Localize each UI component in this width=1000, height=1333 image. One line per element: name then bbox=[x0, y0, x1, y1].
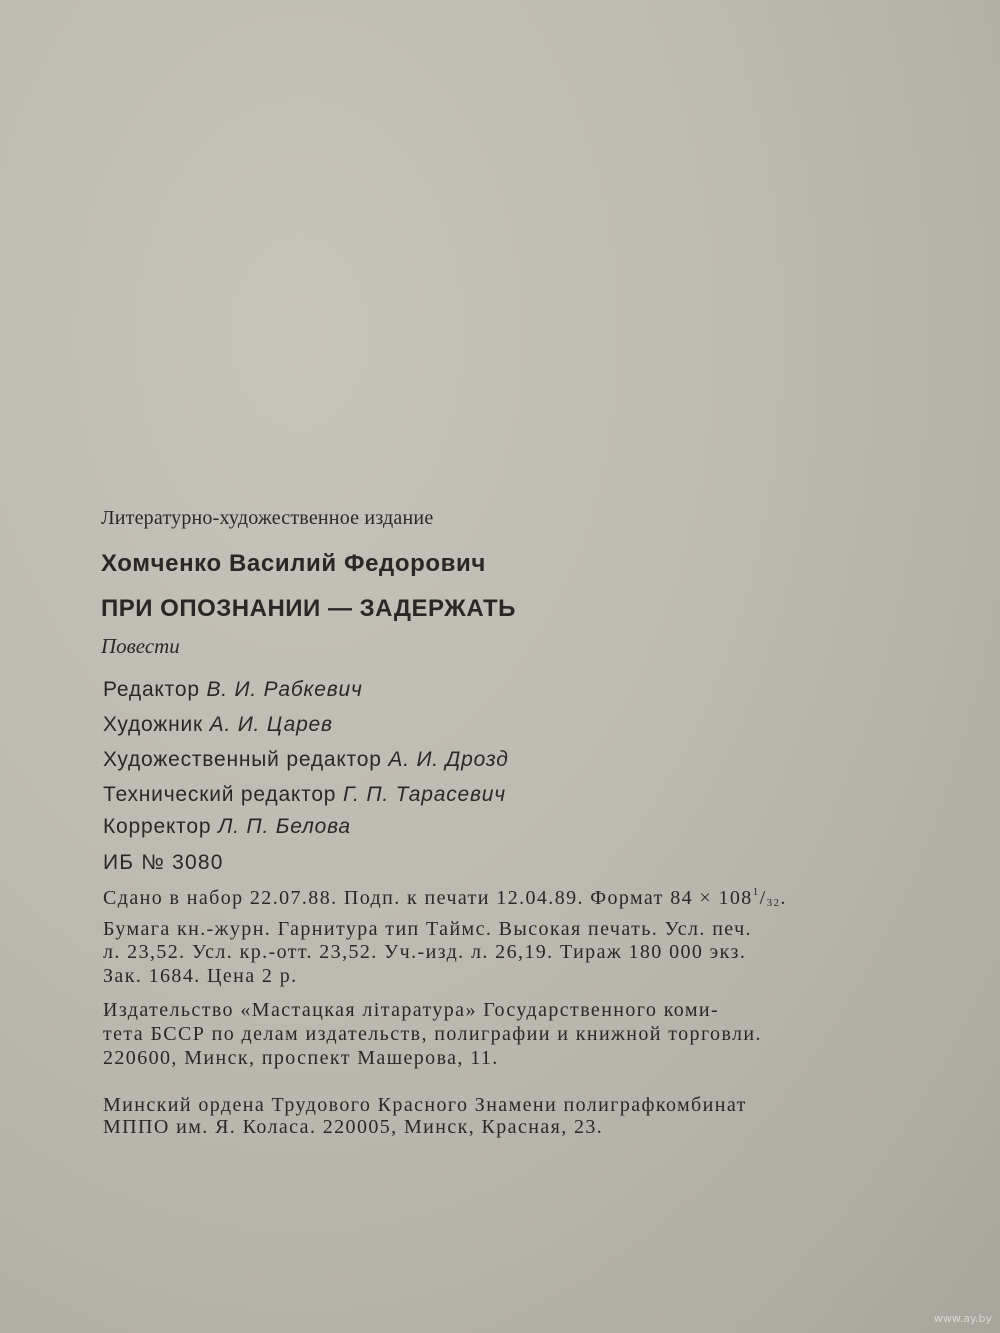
printer-line: Минский ордена Трудового Красного Знамени полиграфкомбинат bbox=[103, 1094, 747, 1116]
credit-proofreader bbox=[103, 816, 351, 837]
credit-role: Редактор bbox=[103, 678, 200, 701]
publisher-line: 220600, Минск, проспект Машерова, 11. bbox=[103, 1047, 499, 1069]
credit-name: А. И. Царев bbox=[209, 713, 333, 736]
printer-line: МППО им. Я. Коласа. 220005, Минск, Красная, 23. bbox=[103, 1116, 604, 1138]
credit-name: А. И. Дрозд bbox=[388, 748, 509, 771]
credit-art-editor bbox=[103, 749, 509, 770]
genre-label: Повести bbox=[101, 634, 180, 658]
print-details-line: Зак. 1684. Цена 2 р. bbox=[103, 965, 298, 987]
credit-technical-editor bbox=[103, 784, 506, 805]
publisher-line: Издательство «Мастацкая літаратура» Государственного коми- bbox=[103, 999, 720, 1021]
credit-editor bbox=[103, 679, 363, 700]
edition-type: Литературно-художественное издание bbox=[101, 507, 434, 529]
watermark: www.ay.by bbox=[933, 1312, 992, 1325]
print-details-line: Сдано в набор 22.07.88. Подп. к печати 12.04.89. Формат $84 \times 108^1/_{32}$. bbox=[103, 886, 787, 909]
credit-name: Л. П. Белова bbox=[217, 815, 351, 838]
credit-role: Технический редактор bbox=[103, 783, 337, 806]
author-name: Хомченко Василий Федорович bbox=[101, 550, 486, 577]
print-details-line: Бумага кн.-журн. Гарнитура тип Таймс. Высокая печать. Усл. печ. bbox=[103, 918, 752, 940]
credit-artist bbox=[103, 714, 333, 735]
format-numerator: 1 bbox=[752, 886, 760, 898]
ib-number: ИБ № 3080 bbox=[103, 851, 224, 874]
print-details-line: л. 23,52. Усл. кр.-отт. 23,52. Уч.-изд. л. 26,19. Тираж 180 000 экз. bbox=[103, 941, 747, 963]
credit-role: Художественный редактор bbox=[103, 748, 382, 771]
format-denominator: 32 bbox=[766, 897, 781, 909]
credit-role: Художник bbox=[103, 713, 204, 736]
credit-name: Г. П. Тарасевич bbox=[342, 783, 506, 806]
publisher-line: тета БССР по делам издательств, полиграфии и книжной торговли. bbox=[103, 1023, 762, 1045]
book-title: ПРИ ОПОЗНАНИИ — ЗАДЕРЖАТЬ bbox=[101, 595, 516, 622]
credit-name: В. И. Рабкевич bbox=[206, 678, 363, 701]
print-details-text: Сдано в набор 22.07.88. Подп. к печати 12.04.89. Формат 84 × 108 bbox=[103, 887, 753, 909]
credit-role: Корректор bbox=[103, 815, 212, 838]
